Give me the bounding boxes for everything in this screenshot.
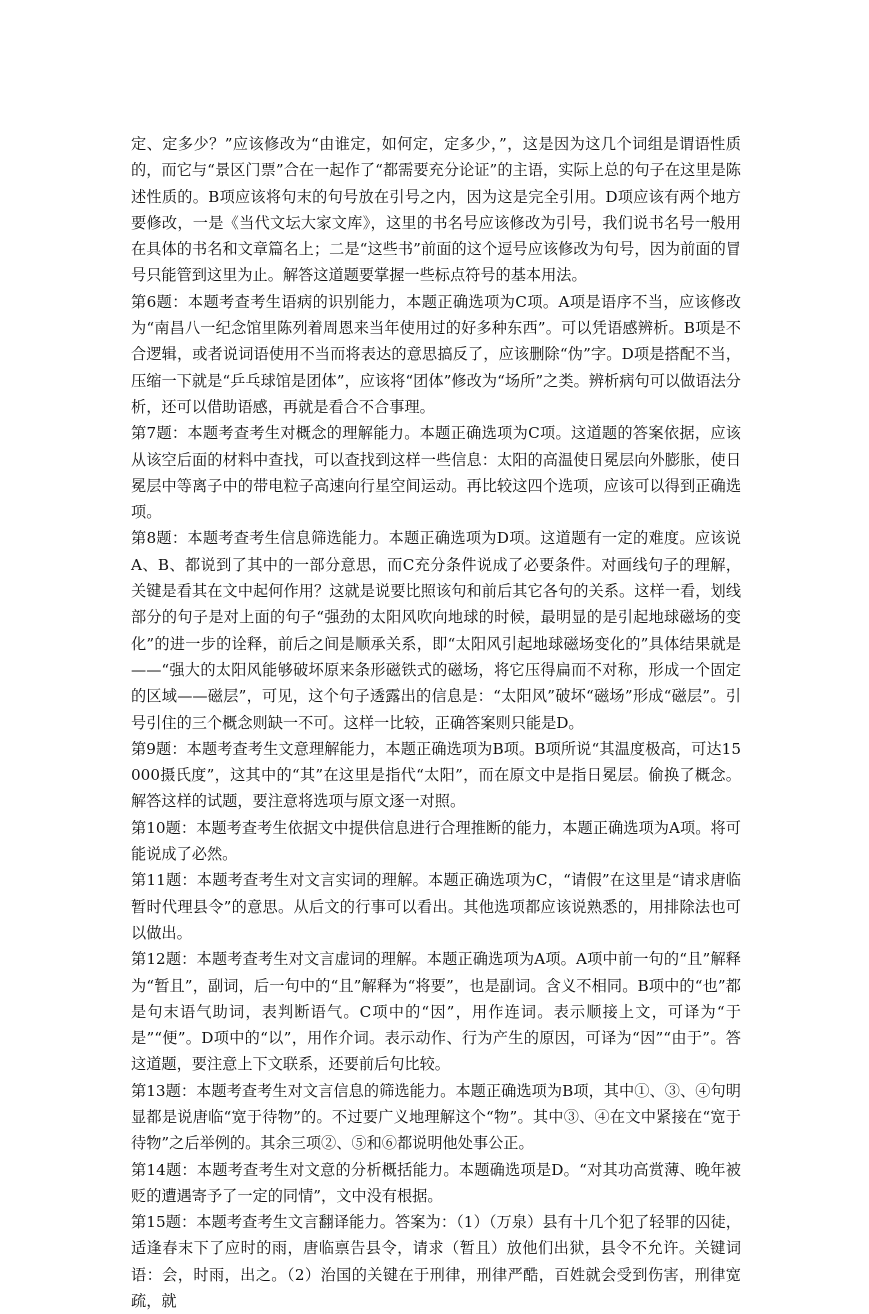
paragraph-question-12: 第12题：本题考查考生对文言虚词的理解。本题正确选项为A项。A项中前一句的“且”解释为“暂且”，副词，后一句中的“且”解释为“将要”，也是副词。含义不相同。B项中的“也”都是句末语气助词，表判断语气。C项中的“因”，用作连词。表示顺接上文，可译为“于是”“便”。D项中的“以”，用作介词。表示动作、行为产生的原因，可译为“因”“由于”。答这道题，要注意上下文联系，还要前后句比较。 bbox=[131, 950, 741, 1074]
paragraph-question-10: 第10题：本题考查考生依据文中提供信息进行合理推断的能力，本题正确选项为A项。将可能说成了必然。 bbox=[131, 818, 741, 864]
paragraph-question-7: 第7题：本题考查考生对概念的理解能力。本题正确选项为C项。这道题的答案依据，应该从该空后面的材料中查找，可以查找到这样一些信息：太阳的高温使日冕层向外膨胀，使日冕层中等离子中的带电粒子高速向行星空间运动。再比较这四个选项，应该可以得到正确选项。 bbox=[131, 424, 741, 522]
paragraph-question-11: 第11题：本题考查考生对文言实词的理解。本题正确选项为C，“请假”在这里是“请求唐临暂时代理县令”的意思。从后文的行事可以看出。其他选项都应该说熟悉的，用排除法也可以做出。 bbox=[131, 871, 741, 942]
document-page bbox=[131, 131, 741, 1314]
paragraph-intro-continued: 定、定多少？”应该修改为“由谁定，如何定，定多少，”，这是因为这几个词组是谓语性质的，而它与“景区门票”合在一起作了“都需要充分论证”的主语，实际上总的句子在这里是陈述性质的。B项应该将句末的句号放在引号之内，因为这是完全引用。D项应该有两个地方要修改，一是《当代文坛大家文库》，这里的书名号应该修改为引号，我们说书名号一般用在具体的书名和文章篇名上；二是“这些书”前面的这个逗号应该修改为句号，因为前面的冒号只能管到这里为止。解答这道题要掌握一些标点符号的基本用法。 bbox=[131, 135, 741, 285]
paragraph-question-9: 第9题：本题考查考生文意理解能力，本题正确选项为B项。B项所说“其温度极高，可达15000摄氏度”，这其中的“其”在这里是指代“太阳”，而在原文中是指日冕层。偷换了概念。解答这样的试题，要注意将选项与原文逐一对照。 bbox=[131, 739, 741, 811]
paragraph-question-8: 第8题：本题考查考生信息筛选能力。本题正确选项为D项。这道题有一定的难度。应该说A、B、都说到了其中的一部分意思，而C充分条件说成了必要条件。对画线句子的理解，关键是看其在文中起何作用？这就是说要比照该句和前后其它各句的关系。这样一看，划线部分的句子是对上面的句子“强劲的太阳风吹向地球的时候，最明显的是引起地球磁场的变化”的进一步的诠释，前后之间是顺承关系，即“太阳风引起地球磁场变化的”具体结果就是——“强大的太阳风能够破坏原来条形磁铁式的磁场，将它压得扁而不对称，形成一个固定的区域——磁层”，可见，这个句子透露出的信息是：“太阳风”破坏“磁场”形成“磁层”。引号引住的三个概念则缺一不可。这样一比较，正确答案则只能是D。 bbox=[131, 529, 741, 732]
paragraph-question-13: 第13题：本题考查考生对文言信息的筛选能力。本题正确选项为B项，其中①、③、④句明显都是说唐临“宽于待物”的。不过要广义地理解这个“物”。其中③、④在文中紧接在“宽于待物”之后举例的。其余三项②、⑤和⑥都说明他处事公正。 bbox=[131, 1081, 741, 1153]
paragraph-question-6: 第6题：本题考查考生语病的识别能力，本题正确选项为C项。A项是语序不当，应该修改为“南昌八一纪念馆里陈列着周恩来当年使用过的好多种东西”。可以凭语感辨析。B项是不合逻辑，或者说词语使用不当而将表达的意思搞反了，应该删除“伪”字。D项是搭配不当，压缩一下就是“乒乓球馆是团体”，应该将“团体”修改为“场所”之类。辨析病句可以做语法分析，还可以借助语感，再就是看合不合事理。 bbox=[131, 292, 741, 416]
paragraph-question-14: 第14题：本题考查考生对文意的分析概括能力。本题确选项是D。“对其功高赏薄、晚年被贬的遭遇寄予了一定的同情”，文中没有根据。 bbox=[131, 1160, 741, 1205]
paragraph-question-15: 第15题：本题考查考生文言翻译能力。答案为：（1）（万泉）县有十几个犯了轻罪的囚徒，适逢春末下了应时的雨，唐临禀告县令，请求（暂且）放他们出狱，县令不允许。关键词语：会，时雨，出之。（2）治国的关键在于刑律，刑律严酷，百姓就会受到伤害，刑律宽疏，就 bbox=[131, 1213, 741, 1311]
